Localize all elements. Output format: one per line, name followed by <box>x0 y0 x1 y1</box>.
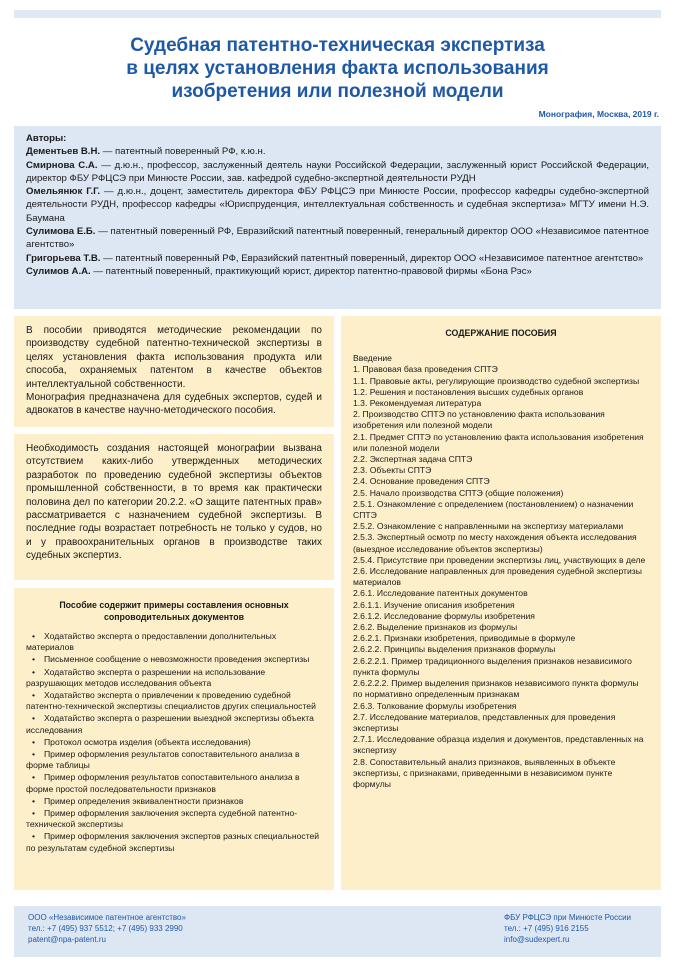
toc-item: 2.5. Начало производства СПТЭ (общие положения) <box>353 487 564 498</box>
toc-item: 1.3. Рекомендуемая литература <box>353 398 482 409</box>
bullet-icon: • <box>32 795 36 806</box>
toc-item: Введение <box>353 353 392 364</box>
intro-paragraph-1: В пособии приводятся методические рекомендации по производству судебной патентно-технической экспертизы в целях установления факта использования продукта или способа, охраняемых патентом в качестве объектов интеллектуальной собственности. <box>26 325 322 390</box>
examples-box <box>14 588 334 890</box>
bullet-icon: • <box>32 666 36 677</box>
list-item-text: Ходатайство эксперта о предоставлении дополнительных материалов <box>26 631 277 653</box>
necessity-paragraph: Необходимость создания настоящей монографии вызвана отсутствием каких-либо утвержденных методических разработок по проведению судебной экспертизы объектов промышленной собственности, в то время как практически половина дел по категории 20.2.2. «О защите патентных прав» рассматривается с назначением судебной экспертизы. В последние годы возрастает потребность не только у судов, но и у правоохранительных органов в производстве таких судебных экспертиз. <box>26 443 322 562</box>
toc-item: 2.6.2. Выделение признаков из формулы <box>353 622 518 633</box>
list-item-text: Ходатайство эксперта о привлечении к проведению судебной патентно-технической экспертизы специалистов других специальностей <box>26 690 316 712</box>
author-item <box>26 225 649 252</box>
author-desc: — патентный поверенный, практикующий юрист, директор патентно-правовой фирмы «Бона Рэс» <box>90 265 532 277</box>
contents-box <box>341 316 661 890</box>
list-item <box>26 654 322 665</box>
toc-item: 2.6.2.1. Признаки изобретения, приводимые в формуле <box>353 633 576 644</box>
list-item-text: Протокол осмотра изделия (объекта исследования) <box>44 736 251 747</box>
list-item-text: Пример оформления заключения эксперта судебной патентно-технической экспертизы <box>26 808 298 830</box>
list-item <box>26 796 322 807</box>
author-desc: — патентный поверенный РФ, Евразийский патентный поверенный, директор ООО «Независимое патентное агентство» <box>100 252 644 264</box>
footer-left-email[interactable]: patent@npa-patent.ru <box>28 935 106 944</box>
author-desc: — д.ю.н., профессор, заслуженный деятель науки Российской Федерации, заслуженный юрист Российской Федерации, директор ФБУ РФЦСЭ при Минюсте России, зав. кафедрой судебно-экспертной деятельности РУДН <box>26 159 649 184</box>
necessity-box <box>14 434 334 580</box>
author-item <box>26 265 649 278</box>
toc-item: 2.3. Объекты СПТЭ <box>353 465 432 476</box>
list-item <box>26 713 322 735</box>
toc-item: 2.8. Сопоставительный анализ признаков, выявленных в объекте экспертизы, с признаками, приведенными в независимом пункте формулы <box>353 756 616 789</box>
list-item-text: Пример оформления результатов сопоставительного анализа в форме таблицы <box>26 749 300 771</box>
list-item <box>26 690 322 712</box>
bullet-icon: • <box>32 713 36 724</box>
toc-item: 2.6.3. Толкование формулы изобретения <box>353 700 517 711</box>
author-name: Сулимова Е.Б. <box>26 226 96 238</box>
list-item-text: Письменное сообщение о невозможности проведения экспертизы <box>44 654 310 665</box>
footer-left <box>28 912 186 945</box>
list-item <box>26 808 322 830</box>
list-item <box>26 831 322 853</box>
footer-right-org: ФБУ РФЦСЭ при Минюсте России <box>504 913 631 922</box>
list-item-text: Пример определения эквивалентности признаков <box>44 795 244 806</box>
author-desc: — д.ю.н., доцент, заместитель директора ФБУ РФЦСЭ при Минюсте России, профессор кафедры судебно-экспертной деятельности РУДН, профессор кафедры «Юриспруденция, интеллектуальная собственность и судебная экспертиза» МГТУ имени Н.Э. Баумана <box>26 186 649 224</box>
list-item-text: Ходатайство эксперта о разрешении на использование разрушающих методов исследования объекта <box>26 666 266 688</box>
author-desc: — патентный поверенный РФ, к.ю.н. <box>100 146 266 158</box>
list-item-text: Пример оформления результатов сопоставительного анализа в форме простой последовательности признаков <box>26 772 300 794</box>
bullet-icon: • <box>32 736 36 747</box>
list-item <box>26 631 322 653</box>
footer-right-phone: тел.: +7 (495) 916 2155 <box>504 924 589 933</box>
subtitle: Монография, Москва, 2019 г. <box>538 109 659 119</box>
toc-item: 2.6.1.1. Изучение описания изобретения <box>353 599 515 610</box>
list-item <box>26 772 322 794</box>
toc-item: 2.5.1. Ознакомление с определением (постановлением) о назначении СПТЭ <box>353 498 634 521</box>
page-title <box>14 34 661 103</box>
bullet-icon: • <box>32 831 36 842</box>
bullet-icon: • <box>32 631 36 641</box>
toc-item: 2.1. Предмет СПТЭ по установлению факта использования изобретения или полезной модели <box>353 431 644 453</box>
author-name: Смирнова С.А. <box>26 159 98 171</box>
bullet-icon: • <box>32 690 36 701</box>
toc-item: 2. Производство СПТЭ по установлению факта использования изобретения или полезной модели <box>353 409 605 431</box>
authors-section <box>14 126 661 309</box>
footer-right <box>504 912 631 945</box>
toc-item: 1. Правовая база проведения СПТЭ <box>353 364 498 375</box>
author-name: Дементьев В.Н. <box>26 146 101 158</box>
list-item <box>26 737 322 748</box>
author-name: Сулимов А.А. <box>26 265 91 277</box>
bullet-icon: • <box>32 772 36 783</box>
examples-list <box>26 631 322 854</box>
list-item <box>26 749 322 771</box>
list-item-text: Ходатайство эксперта о разрешении выездной экспертизы объекта исследования <box>26 713 314 735</box>
toc-item: 2.5.3. Экспертный осмотр по месту нахождения объекта исследования (выездное исследование объектов экспертизы) <box>353 532 637 554</box>
author-item <box>26 145 649 158</box>
toc-item: 2.7. Исследование материалов, представленных для проведения экспертизы <box>353 711 616 733</box>
bullet-icon: • <box>32 808 36 819</box>
toc-item: 2.5.4. Присутствие при проведении экспертизы лиц, участвующих в деле <box>353 554 646 565</box>
list-item-text: Пример оформления заключения экспертов разных специальностей по результатам судебной экспертизы <box>26 831 320 853</box>
author-name: Григорьева Т.В. <box>26 252 101 264</box>
author-item <box>26 185 649 225</box>
toc-item: 2.2. Экспертная задача СПТЭ <box>353 454 473 465</box>
footer-left-phone: тел.: +7 (495) 937 5512; +7 (495) 933 2990 <box>28 924 183 933</box>
toc-item: 2.6.2.2.1. Пример традиционного выделения признаков независимого пункта формулы <box>353 655 632 677</box>
author-item <box>26 159 649 186</box>
toc-item: 2.6.1.2. Исследование формулы изобретения <box>353 610 535 621</box>
toc-item: 2.5.2. Ознакомление с направленными на экспертизу материалами <box>353 521 624 532</box>
toc-item: 2.6.2.2.2. Пример выделения признаков независимого пункта формулы по нормативно определенным признакам <box>353 678 639 700</box>
authors-heading: Авторы: <box>26 133 67 144</box>
toc-item: 2.6.2.2. Принципы выделения признаков формулы <box>353 644 556 655</box>
title-line-2: в целях установления факта использования <box>126 58 549 79</box>
intro-paragraph-2: Монография предназначена для судебных экспертов, судей и адвокатов в качестве научно-методического пособия. <box>26 392 322 417</box>
author-name: Омельянюк Г.Г. <box>26 186 101 198</box>
title-line-1: Судебная патентно-техническая экспертиза <box>130 35 545 56</box>
toc-item: 2.6.1. Исследование патентных документов <box>353 588 528 599</box>
bullet-icon: • <box>32 654 36 665</box>
toc-item: 1.1. Правовые акты, регулирующие производство судебной экспертизы <box>353 375 640 386</box>
top-strip <box>14 10 661 18</box>
footer <box>14 906 661 957</box>
toc-item: 2.7.1. Исследование образца изделия и документов, представленных на экспертизу <box>353 734 644 756</box>
toc-item: 2.4. Основание проведения СПТЭ <box>353 476 490 487</box>
examples-heading: Пособие содержит примеры составления основных сопроводительных документов <box>59 600 289 622</box>
bullet-icon: • <box>32 749 36 760</box>
footer-right-email[interactable]: info@sudexpert.ru <box>504 935 570 944</box>
footer-left-org: ООО «Независимое патентное агентство» <box>28 913 186 922</box>
author-desc: — патентный поверенный РФ, Евразийский патентный поверенный, генеральный директор ООО «Независимое патентное агентство» <box>26 226 650 251</box>
contents-heading: СОДЕРЖАНИЕ ПОСОБИЯ <box>445 328 557 338</box>
intro-box <box>14 316 334 427</box>
toc-item: 2.6. Исследование направленных для проведения судебной экспертизы материалов <box>353 566 642 588</box>
list-item <box>26 667 322 689</box>
title-line-3: изобретения или полезной модели <box>171 81 504 102</box>
author-item <box>26 252 649 265</box>
toc-item: 1.2. Решения и постановления высших судебных органов <box>353 386 584 397</box>
